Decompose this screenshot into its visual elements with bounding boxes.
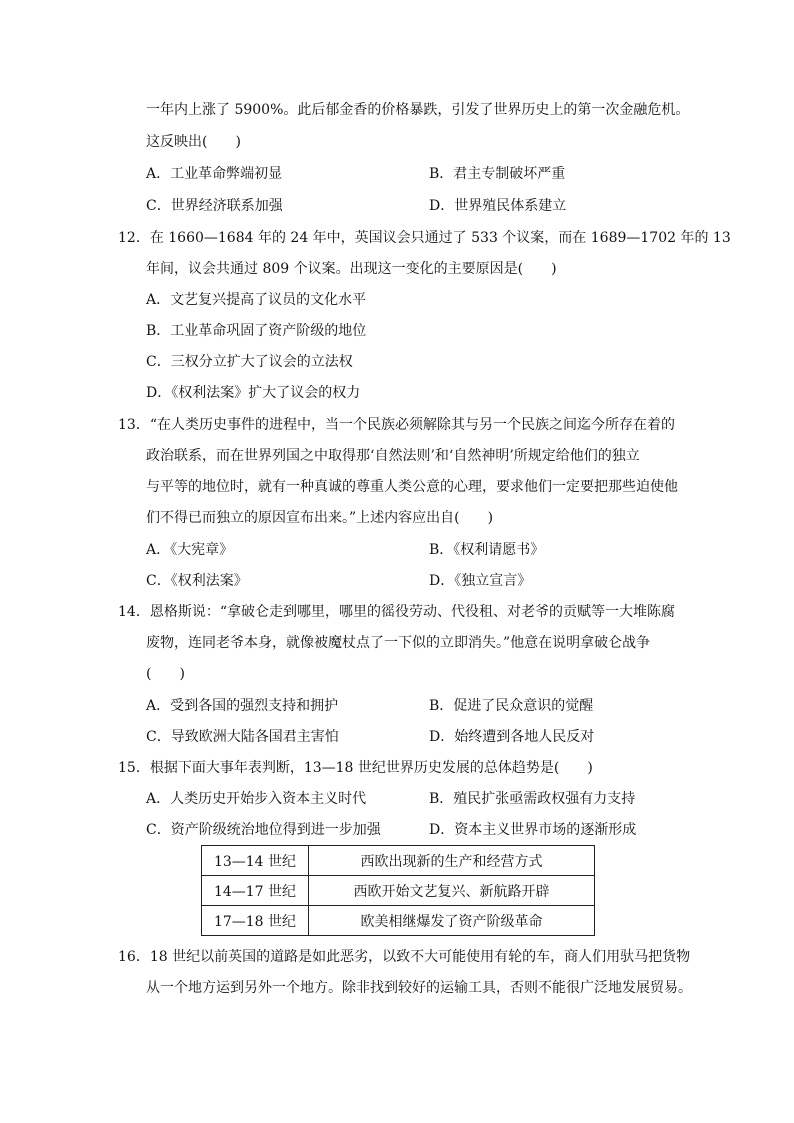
q12-option-d[interactable]: D．《权利法案》扩大了议会的权力 <box>146 385 361 401</box>
q15-option-d[interactable]: D．资本主义世界市场的逐渐形成 <box>429 822 637 838</box>
q14-option-c[interactable]: C．导致欧洲大陆各国君主害怕 <box>146 729 339 745</box>
q14-option-b[interactable]: B．促进了民众意识的觉醒 <box>429 698 594 714</box>
q13-option-b[interactable]: B．《权利请愿书》 <box>429 542 545 558</box>
q11-option-c[interactable]: C．世界经济联系加强 <box>146 198 283 214</box>
q13-text-line-2: 政治联系，而在世界列国之中取得那‘自然法则’和‘自然神明’所规定给他们的独立 <box>146 448 640 464</box>
q15-text-line-1: 15．根据下面大事年表判断，13—18 世纪世界历史发展的总体趋势是( ) <box>118 760 593 776</box>
q14-text-line-1: 14．恩格斯说：“拿破仑走到哪里，哪里的徭役劳动、代役租、对老爷的贡赋等一大堆陈腐 <box>118 604 675 620</box>
q11-text-line-2: 这反映出( ) <box>146 134 241 150</box>
q15-option-b[interactable]: B．殖民扩张亟需政权强有力支持 <box>429 791 636 807</box>
q14-option-a[interactable]: A．受到各国的强烈支持和拥护 <box>146 698 339 714</box>
q12-text-line-2: 年间，议会共通过 809 个议案。出现这一变化的主要原因是( ) <box>146 261 557 277</box>
q12-option-a[interactable]: A．文艺复兴提高了议员的文化水平 <box>146 292 367 308</box>
q13-text-line-4: 们不得已而独立的原因宣布出来。”上述内容应出自( ) <box>146 510 494 526</box>
table-cell-period: 13—14 世纪 <box>202 846 309 876</box>
q13-option-c[interactable]: C．《权利法案》 <box>146 573 248 589</box>
table-cell-event: 西欧出现新的生产和经营方式 <box>309 846 595 876</box>
q14-option-d[interactable]: D．始终遭到各地人民反对 <box>429 729 595 745</box>
q15-option-a[interactable]: A．人类历史开始步入资本主义时代 <box>146 791 367 807</box>
q11-option-d[interactable]: D．世界殖民体系建立 <box>429 198 567 214</box>
table-cell-period: 14—17 世纪 <box>202 876 309 906</box>
table-cell-period: 17—18 世纪 <box>202 906 309 936</box>
q12-text-line-1: 12．在 1660—1684 年的 24 年中，英国议会只通过了 533 个议案，而在 1689—1702 年的 13 <box>118 230 731 246</box>
q13-option-d[interactable]: D．《独立宣言》 <box>429 573 532 589</box>
q14-text-line-3: ( ) <box>146 666 185 682</box>
q12-option-c[interactable]: C．三权分立扩大了议会的立法权 <box>146 354 353 370</box>
table-row <box>202 846 595 876</box>
table-row <box>202 876 595 906</box>
q15-option-c[interactable]: C．资产阶级统治地位得到进一步加强 <box>146 822 381 838</box>
q13-text-line-1: 13．“在人类历史事件的进程中，当一个民族必须解除其与另一个民族之间迄今所存在着的 <box>118 417 675 433</box>
q16-text-line-2: 从一个地方运到另外一个地方。除非找到较好的运输工具，否则不能很广泛地发展贸易。 <box>146 980 692 996</box>
q13-option-a[interactable]: A．《大宪章》 <box>146 542 234 558</box>
q16-text-line-1: 16．18 世纪以前英国的道路是如此恶劣，以致不大可能使用有轮的车，商人们用驮马把货物 <box>118 949 691 965</box>
table-cell-event: 欧美相继爆发了资产阶级革命 <box>309 906 595 936</box>
q13-text-line-3: 与平等的地位时，就有一种真诚的尊重人类公意的心理，要求他们一定要把那些迫使他 <box>146 479 678 495</box>
table-row <box>202 906 595 936</box>
chronology-table <box>201 845 595 936</box>
q14-text-line-2: 废物，连同老爷本身，就像被魔杖点了一下似的立即消失。”他意在说明拿破仑战争 <box>146 635 651 651</box>
q11-option-b[interactable]: B．君主专制破坏严重 <box>429 166 566 182</box>
q12-option-b[interactable]: B．工业革命巩固了资产阶级的地位 <box>146 323 367 339</box>
q11-option-a[interactable]: A．工业革命弊端初显 <box>146 166 283 182</box>
table-cell-event: 西欧开始文艺复兴、新航路开辟 <box>309 876 595 906</box>
q11-text-line-1: 一年内上涨了 5900%。此后郁金香的价格暴跌，引发了世界历史上的第一次金融危机。 <box>146 102 690 118</box>
